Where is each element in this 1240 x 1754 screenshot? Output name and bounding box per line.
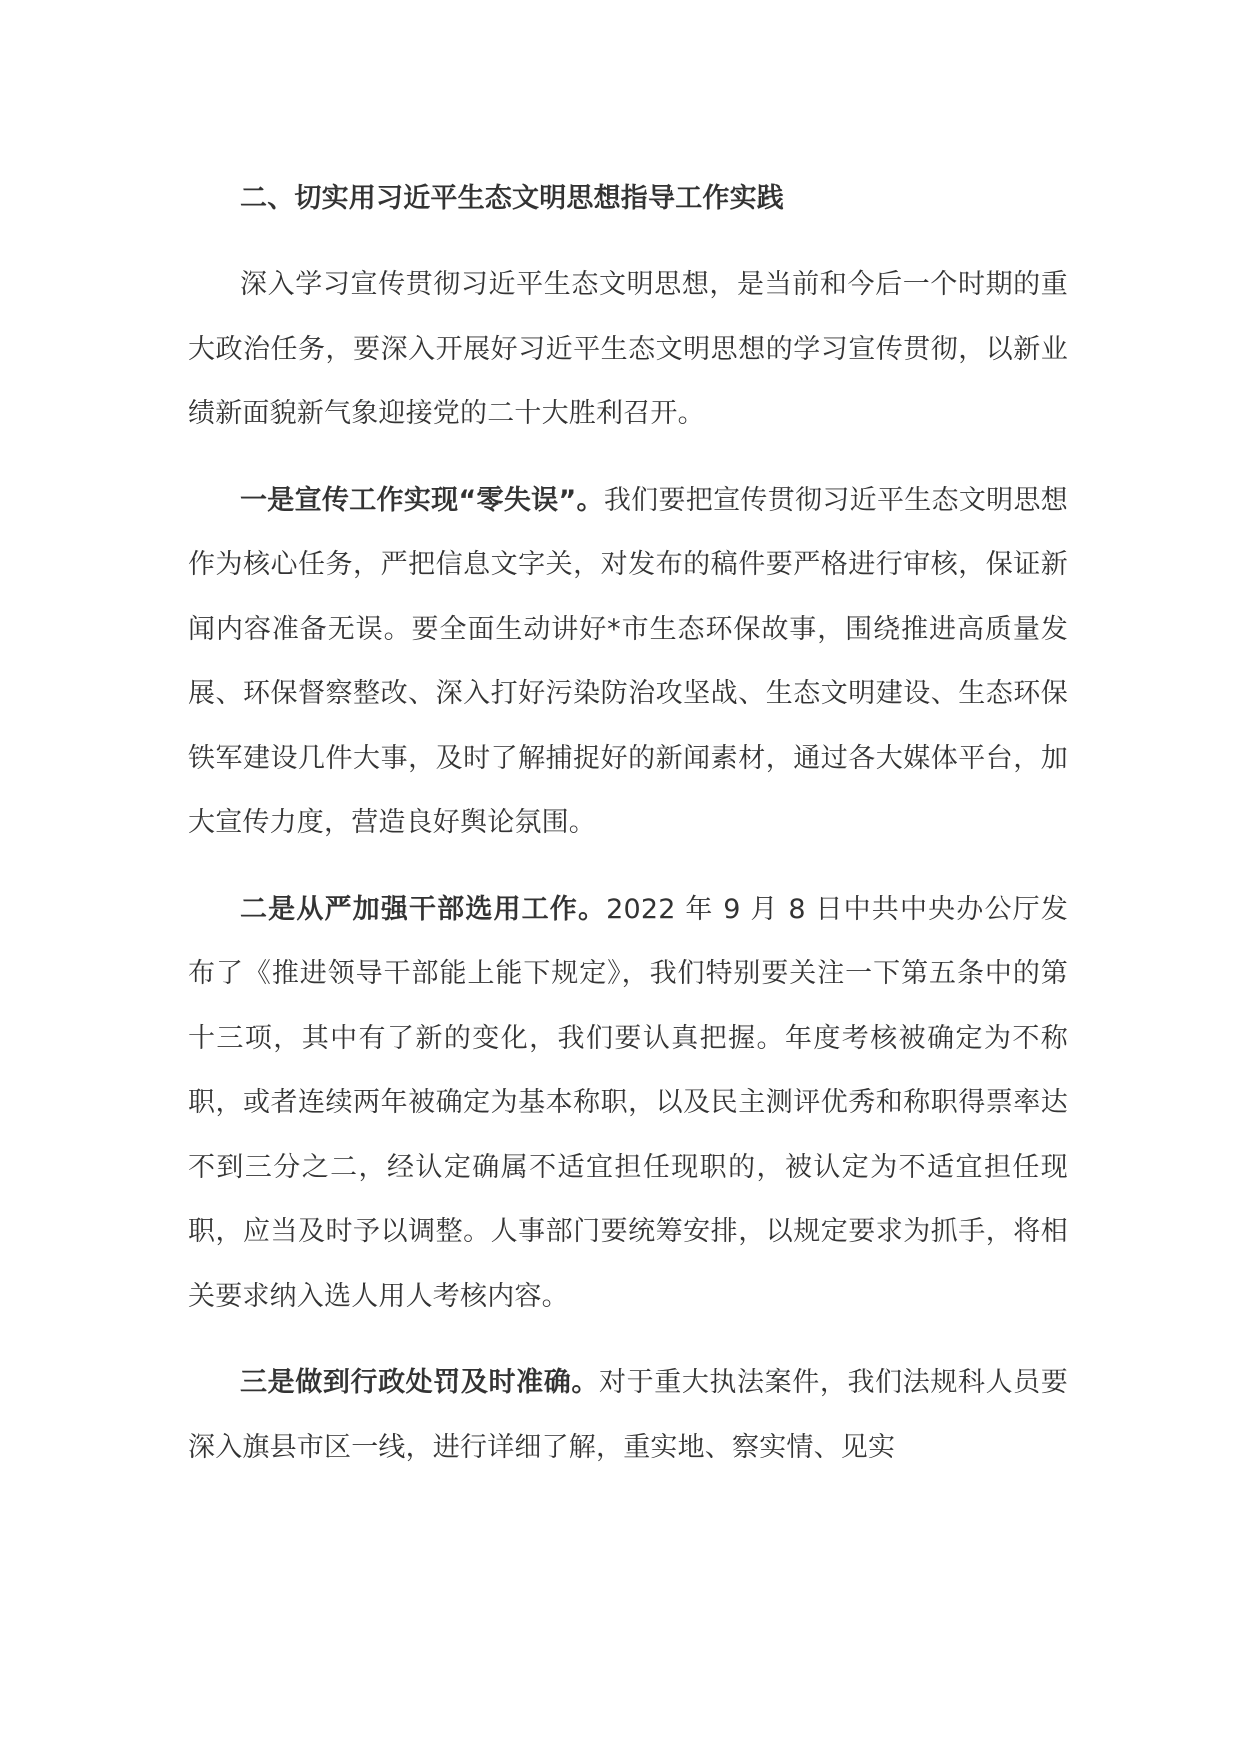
point-paragraph-3 bbox=[188, 1351, 1068, 1480]
section-heading: 二、切实用习近平生态文明思想指导工作实践 bbox=[240, 183, 784, 214]
intro-paragraph: 深入学习宣传贯彻习近平生态文明思想，是当前和今后一个时期的重大政治任务，要深入开展好习近平生态文明思想的学习宣传贯彻，以新业绩新面貌新气象迎接党的二十大胜利召开。 bbox=[188, 269, 1068, 429]
point-paragraph-2 bbox=[188, 878, 1068, 1330]
point-body-3: 对于重大执法案件，我们法规科人员要深入旗县市区一线，进行详细了解，重实地、察实情、见实 bbox=[188, 1367, 1068, 1463]
point-body-1: 我们要把宣传贯彻习近平生态文明思想作为核心任务，严把信息文字关，对发布的稿件要严格进行审核，保证新闻内容准备无误。要全面生动讲好*市生态环保故事，围绕推进高质量发展、环保督察整改、深入打好污染防治攻坚战、生态文明建设、生态环保铁军建设几件大事，及时了解捕捉好的新闻素材，通过各大媒体平台，加大宣传力度，营造良好舆论氛围。 bbox=[188, 484, 1069, 838]
point-lead-3: 三是做到行政处罚及时准确。 bbox=[240, 1367, 599, 1398]
point-paragraph-1 bbox=[188, 469, 1068, 856]
document-body bbox=[188, 168, 1068, 1502]
point-lead-1: 一是宣传工作实现“零失误”。 bbox=[240, 484, 604, 516]
point-body-2: 2022 年 9 月 8 日中共中央办公厅发布了《推进领导干部能上能下规定》，我们特别要关注一下第五条中的第十三项，其中有了新的变化，我们要认真把握。年度考核被确定为不称职，或者连续两年被确定为基本称职，以及民主测评优秀和称职得票率达不到三分之二，经认定确属不适宜担任现职的，被认定为不适宜担任现职，应当及时予以调整。人事部门要统筹安排，以规定要求为抓手，将相关要求纳入选人用人考核内容。 bbox=[188, 893, 1068, 1312]
point-lead-2: 二是从严加强干部选用工作。 bbox=[240, 893, 607, 925]
